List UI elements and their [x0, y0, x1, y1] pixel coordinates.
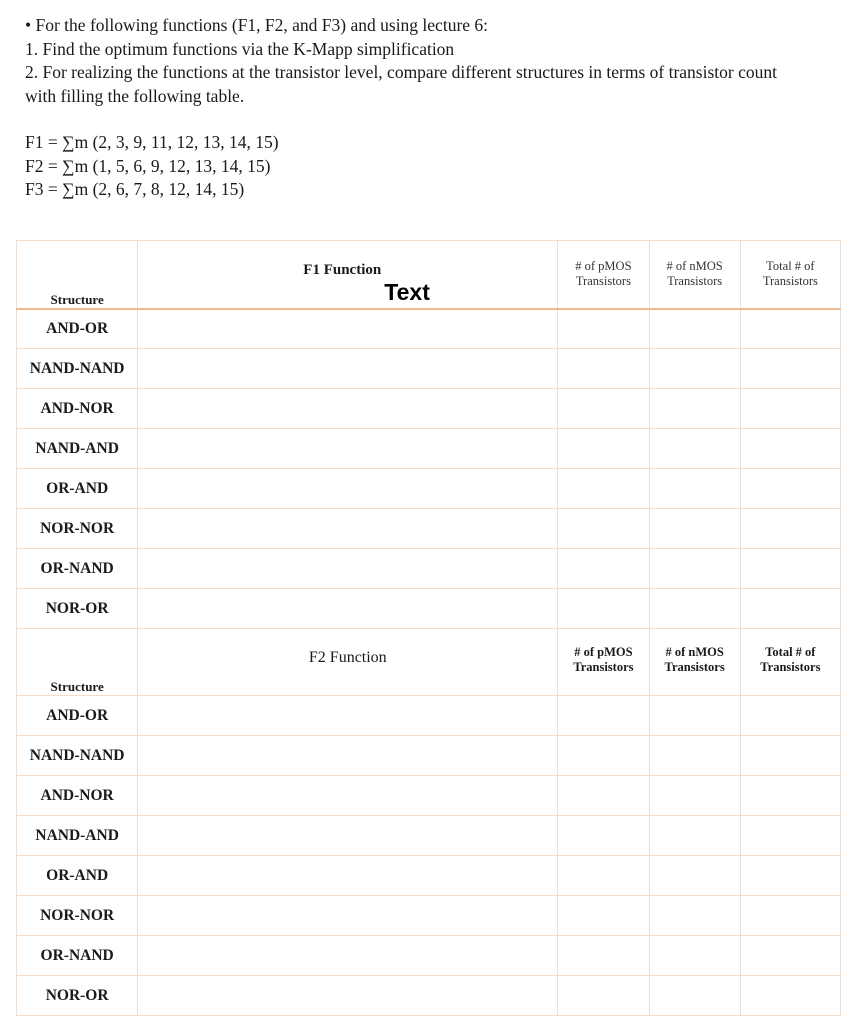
- nmos-cell[interactable]: [649, 429, 740, 469]
- nmos-cell[interactable]: [649, 549, 740, 589]
- total-cell[interactable]: [740, 696, 840, 736]
- total-cell[interactable]: [740, 349, 840, 389]
- nmos-cell[interactable]: [649, 976, 740, 1016]
- total-cell[interactable]: [740, 469, 840, 509]
- pmos-cell[interactable]: [558, 309, 649, 349]
- nmos-cell[interactable]: [649, 776, 740, 816]
- f1-function-cell[interactable]: [138, 509, 558, 549]
- f1-function-cell[interactable]: [138, 389, 558, 429]
- nmos-cell[interactable]: [649, 589, 740, 629]
- structure-label: NAND-AND: [17, 816, 138, 856]
- f2-nmos-header: # of nMOS Transistors: [649, 629, 740, 696]
- table-row: [17, 896, 841, 936]
- f2-function-cell[interactable]: [138, 936, 558, 976]
- structure-label: OR-AND: [17, 856, 138, 896]
- f2-function-cell[interactable]: [138, 856, 558, 896]
- structure-label: AND-OR: [17, 309, 138, 349]
- structure-label: NOR-OR: [17, 589, 138, 629]
- pmos-cell[interactable]: [558, 896, 649, 936]
- table-row: [17, 549, 841, 589]
- pmos-cell[interactable]: [558, 349, 649, 389]
- total-cell[interactable]: [740, 816, 840, 856]
- f1-function-cell[interactable]: [138, 549, 558, 589]
- pmos-cell[interactable]: [558, 856, 649, 896]
- pmos-cell[interactable]: [558, 776, 649, 816]
- table-row: [17, 429, 841, 469]
- instruction-bullet: • For the following functions (F1, F2, and F3) and using lecture 6:: [25, 15, 489, 35]
- table-row: [17, 309, 841, 349]
- pmos-cell[interactable]: [558, 549, 649, 589]
- f1-function-cell[interactable]: [138, 309, 558, 349]
- f1-header-row: [17, 241, 841, 309]
- table-row: [17, 349, 841, 389]
- nmos-cell[interactable]: [649, 696, 740, 736]
- nmos-cell[interactable]: [649, 816, 740, 856]
- function-f1: F1 = ∑m (2, 3, 9, 11, 12, 13, 14, 15): [25, 132, 279, 152]
- total-cell[interactable]: [740, 856, 840, 896]
- instructions: [25, 14, 825, 108]
- pmos-cell[interactable]: [558, 936, 649, 976]
- f2-function-cell[interactable]: [138, 976, 558, 1016]
- f2-total-header: Total # of Transistors: [740, 629, 840, 696]
- total-cell[interactable]: [740, 736, 840, 776]
- f2-function-cell[interactable]: [138, 736, 558, 776]
- nmos-cell[interactable]: [649, 936, 740, 976]
- pmos-cell[interactable]: [558, 389, 649, 429]
- f1-table: [16, 240, 841, 629]
- structure-label: OR-AND: [17, 469, 138, 509]
- structure-label: AND-NOR: [17, 389, 138, 429]
- table-row: [17, 509, 841, 549]
- f1-function-header: F1 Function: [303, 262, 382, 278]
- total-cell[interactable]: [740, 509, 840, 549]
- structure-label: NAND-NAND: [17, 736, 138, 776]
- structure-label: NOR-NOR: [17, 896, 138, 936]
- f2-table: [16, 628, 841, 1016]
- total-cell[interactable]: [740, 549, 840, 589]
- f1-total-header: Total # of Transistors: [740, 241, 840, 309]
- total-cell[interactable]: [740, 776, 840, 816]
- f1-function-cell[interactable]: [138, 349, 558, 389]
- total-cell[interactable]: [740, 309, 840, 349]
- function-f2: F2 = ∑m (1, 5, 6, 9, 12, 13, 14, 15): [25, 155, 271, 176]
- f2-structure-header: Structure: [17, 629, 138, 696]
- structure-label: NOR-OR: [17, 976, 138, 1016]
- pmos-cell[interactable]: [558, 589, 649, 629]
- nmos-cell[interactable]: [649, 389, 740, 429]
- function-f3: F3 = ∑m (2, 6, 7, 8, 12, 14, 15): [25, 179, 245, 200]
- pmos-cell[interactable]: [558, 429, 649, 469]
- instruction-step-2: 2. For realizing the functions at the transistor level, compare different structures in terms of transistor count with filling the following table.: [25, 62, 777, 106]
- table-row: [17, 589, 841, 629]
- f2-pmos-header: # of pMOS Transistors: [558, 629, 649, 696]
- nmos-cell[interactable]: [649, 736, 740, 776]
- table-row: [17, 389, 841, 429]
- structure-label: OR-NAND: [17, 936, 138, 976]
- table-row: [17, 856, 841, 896]
- nmos-cell[interactable]: [649, 349, 740, 389]
- total-cell[interactable]: [740, 896, 840, 936]
- f2-function-cell[interactable]: [138, 696, 558, 736]
- f1-function-cell[interactable]: [138, 469, 558, 509]
- f1-structure-header: Structure: [17, 241, 138, 309]
- f2-function-cell[interactable]: [138, 896, 558, 936]
- f1-function-cell[interactable]: [138, 429, 558, 469]
- f2-function-cell[interactable]: [138, 816, 558, 856]
- f1-pmos-header: # of pMOS Transistors: [558, 241, 649, 309]
- f1-function-cell[interactable]: [138, 589, 558, 629]
- text-overlay: Text: [384, 279, 430, 305]
- function-definitions: [25, 131, 279, 202]
- table-row: [17, 696, 841, 736]
- nmos-cell[interactable]: [649, 469, 740, 509]
- structure-label: OR-NAND: [17, 549, 138, 589]
- structure-label: AND-NOR: [17, 776, 138, 816]
- pmos-cell[interactable]: [558, 469, 649, 509]
- f2-header-row: [17, 629, 841, 696]
- structure-label: NOR-NOR: [17, 509, 138, 549]
- pmos-cell[interactable]: [558, 736, 649, 776]
- f1-function-header-cell: [138, 241, 558, 309]
- nmos-cell[interactable]: [649, 856, 740, 896]
- structure-label: NAND-AND: [17, 429, 138, 469]
- pmos-cell[interactable]: [558, 696, 649, 736]
- table-row: [17, 776, 841, 816]
- nmos-cell[interactable]: [649, 309, 740, 349]
- f2-function-cell[interactable]: [138, 776, 558, 816]
- f2-function-header: F2 Function: [138, 629, 558, 696]
- total-cell[interactable]: [740, 976, 840, 1016]
- f1-nmos-header: # of nMOS Transistors: [649, 241, 740, 309]
- table-row: [17, 816, 841, 856]
- total-cell[interactable]: [740, 936, 840, 976]
- instruction-step-1: 1. Find the optimum functions via the K-Mapp simplification: [25, 38, 455, 59]
- table-row: [17, 936, 841, 976]
- structure-label: AND-OR: [17, 696, 138, 736]
- nmos-cell[interactable]: [649, 509, 740, 549]
- pmos-cell[interactable]: [558, 976, 649, 1016]
- total-cell[interactable]: [740, 389, 840, 429]
- structure-label: NAND-NAND: [17, 349, 138, 389]
- pmos-cell[interactable]: [558, 816, 649, 856]
- total-cell[interactable]: [740, 589, 840, 629]
- nmos-cell[interactable]: [649, 896, 740, 936]
- table-row: [17, 736, 841, 776]
- table-row: [17, 469, 841, 509]
- total-cell[interactable]: [740, 429, 840, 469]
- pmos-cell[interactable]: [558, 509, 649, 549]
- table-row: [17, 976, 841, 1016]
